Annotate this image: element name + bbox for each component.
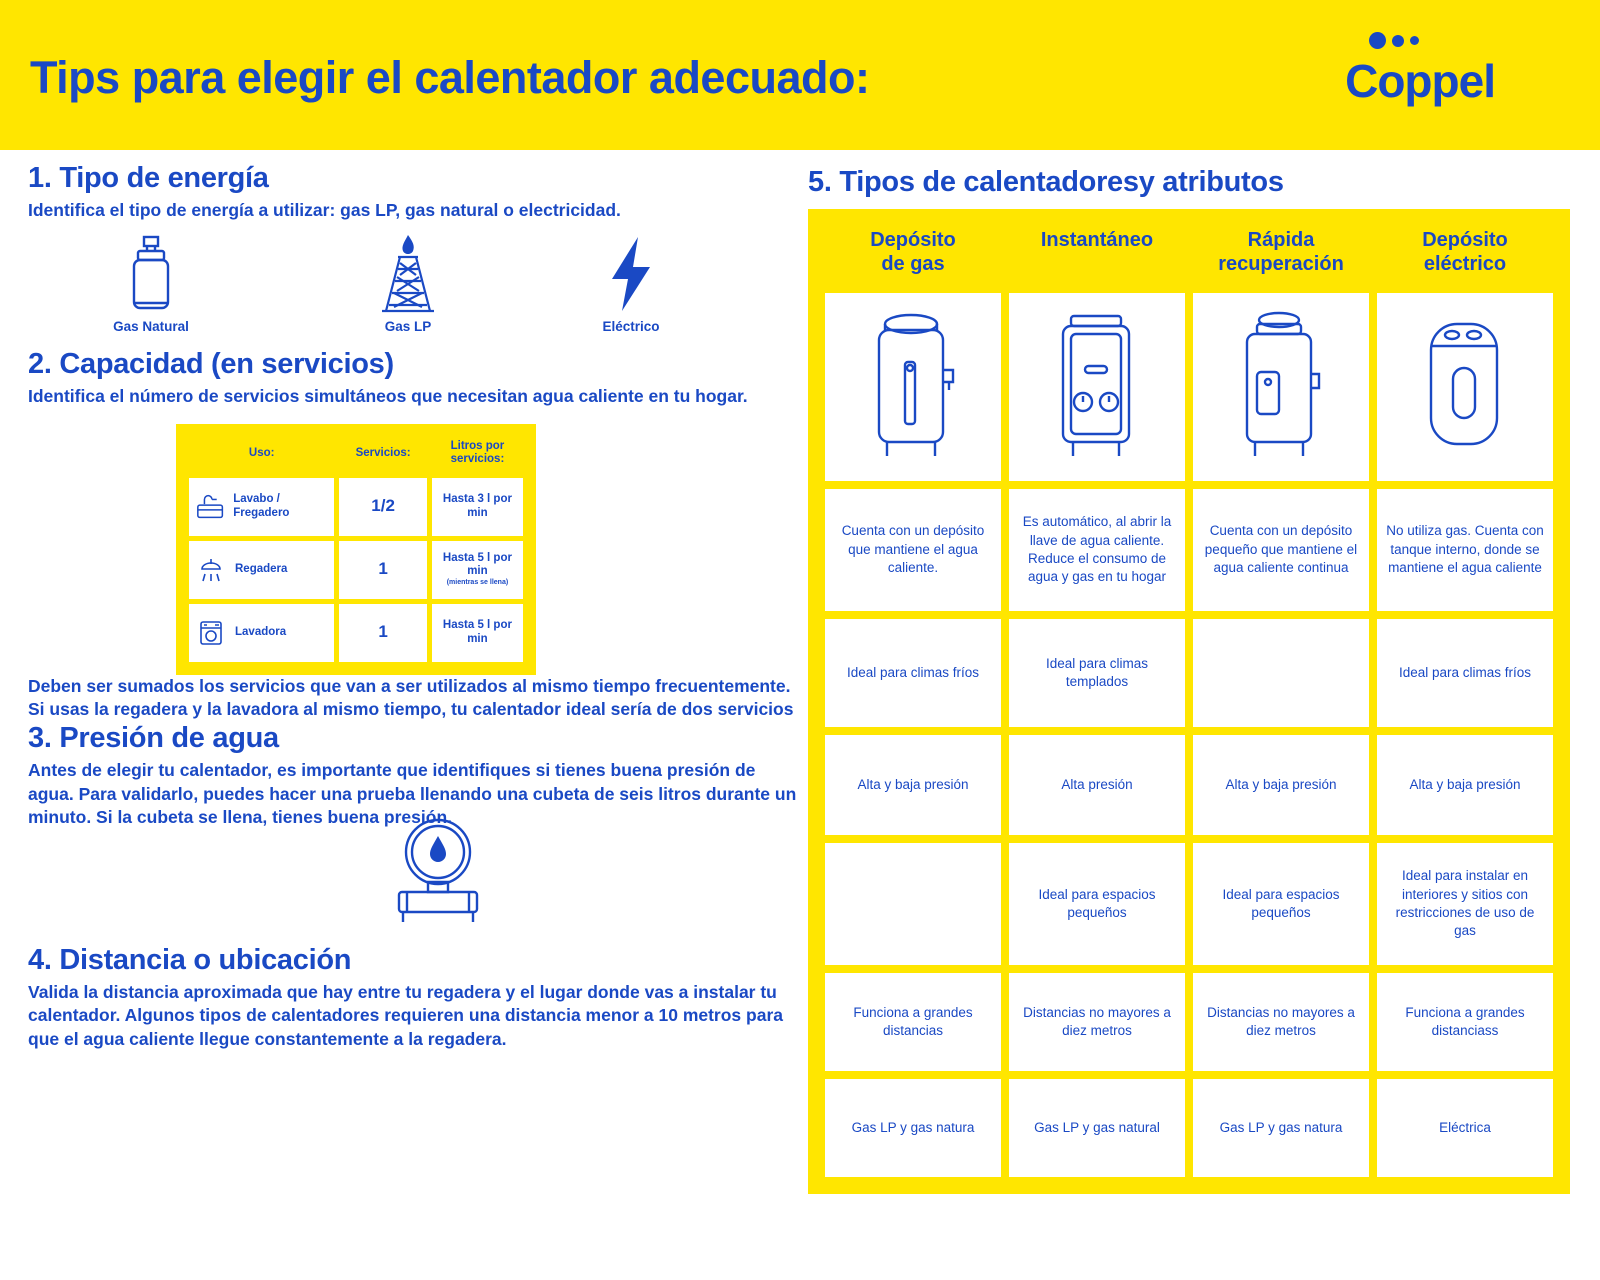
matrix-row-clima — [825, 619, 1553, 727]
matrix-col-header-rapida-recuperacion — [1193, 226, 1369, 285]
table-row — [189, 604, 523, 662]
heater-types-table — [817, 218, 1561, 1185]
matrix-cell: Cuenta con un depósito pequeño que mantiene el agua caliente continua — [1193, 489, 1369, 611]
matrix-cell: Ideal para climas fríos — [825, 619, 1001, 727]
capacity-cell-use — [189, 541, 334, 599]
capacity-cell-liters — [432, 541, 523, 599]
section-1-title: 1. Tipo de energía — [28, 162, 269, 194]
capacity-header-servicios: Servicios: — [339, 437, 427, 472]
matrix-cell: Gas LP y gas natura — [1193, 1079, 1369, 1177]
capacity-table — [184, 432, 528, 666]
matrix-cell: No utiliza gas. Cuenta con tanque interno, donde se mantiene el agua caliente — [1377, 489, 1553, 611]
section-2-footnote: Deben ser sumados los servicios que van a ser utilizados al mismo tiempo frecuentemente. Si usas la regadera y la lavadora al mismo tiempo, tu calentador ideal sería de dos servicios — [28, 675, 794, 720]
gas-tank-icon — [120, 233, 182, 315]
section-3-body: Antes de elegir tu calentador, es importante que identifiques si tienes buena presión de agua. Para validarlo, puedes hacer una prueba llenando una cubeta de seis litros durante un minuto. Si la cubeta se llena, tienes buena presión. — [28, 759, 797, 828]
matrix-image-deposito-gas — [825, 293, 1001, 481]
matrix-col-header-deposito-electrico — [1377, 226, 1553, 285]
sink-icon — [195, 492, 225, 522]
matrix-row-espacios — [825, 843, 1553, 965]
matrix-col-title-line2: recuperación — [1218, 253, 1344, 276]
left-column — [28, 162, 798, 1052]
energy-type-label: Gas Natural — [113, 318, 189, 334]
matrix-cell: Distancias no mayores a diez metros — [1193, 973, 1369, 1071]
matrix-cell: Alta y baja presión — [1377, 735, 1553, 835]
fast-recovery-heater-icon — [1221, 302, 1341, 472]
capacity-use-label: Lavadora — [235, 625, 287, 638]
section-3-title: 3. Presión de agua — [28, 721, 279, 754]
energy-types-row — [28, 233, 798, 348]
matrix-cell: Ideal para climas fríos — [1377, 619, 1553, 727]
matrix-row-presion — [825, 735, 1553, 835]
energy-type-electrico — [546, 233, 716, 334]
matrix-col-title-line1: Depósito — [1422, 229, 1508, 251]
pressure-figure — [28, 824, 798, 944]
matrix-image-deposito-electrico — [1377, 293, 1553, 481]
matrix-cell: Alta y baja presión — [1193, 735, 1369, 835]
matrix-cell: Es automático, al abrir la llave de agua caliente. Reduce el consumo de agua y gas en tu hogar — [1009, 489, 1185, 611]
lightning-bolt-icon — [600, 233, 662, 315]
gas-tower-icon — [370, 233, 446, 315]
washer-icon — [195, 618, 227, 648]
energy-type-gas-lp — [323, 233, 493, 334]
capacity-cell-services: 1/2 — [339, 478, 427, 536]
header-bar — [0, 0, 1600, 150]
matrix-cell: Distancias no mayores a diez metros — [1009, 973, 1185, 1071]
table-row — [189, 541, 523, 599]
matrix-cell: Funciona a grandes distancias — [825, 973, 1001, 1071]
section-2-title: 2. Capacidad (en servicios) — [28, 347, 394, 380]
right-column — [808, 166, 1570, 1194]
instant-heater-icon — [1037, 302, 1157, 472]
capacity-table-header-row — [189, 437, 523, 472]
brand-dots-icon — [1369, 32, 1419, 49]
electric-deposit-heater-icon — [1405, 302, 1525, 472]
shower-icon — [195, 555, 227, 585]
section-5-title: 5. Tipos de calentadoresy atributos — [808, 166, 1284, 198]
matrix-col-header-deposito-gas — [825, 226, 1001, 285]
capacity-liters-text: Hasta 5 l por min — [442, 551, 512, 578]
capacity-use-label: Regadera — [235, 562, 288, 575]
gas-deposit-heater-icon — [853, 302, 973, 472]
matrix-row-energia — [825, 1079, 1553, 1177]
matrix-cell: Gas LP y gas natural — [1009, 1079, 1185, 1177]
capacity-cell-liters: Hasta 3 l por min — [432, 478, 523, 536]
matrix-cell: Alta presión — [1009, 735, 1185, 835]
table-row — [189, 478, 523, 536]
matrix-col-title-line1: Instantáneo — [1040, 229, 1154, 251]
section-4-title: 4. Distancia o ubicación — [28, 943, 352, 976]
capacity-liters-note: (mientras se llena) — [446, 579, 509, 587]
matrix-image-rapida-recuperacion — [1193, 293, 1369, 481]
capacity-cell-services: 1 — [339, 604, 427, 662]
matrix-cell — [1193, 619, 1369, 727]
matrix-images-row — [825, 293, 1553, 481]
energy-type-label: Gas LP — [384, 318, 432, 334]
capacity-header-litros: Litros por servicios: — [432, 437, 523, 472]
capacity-header-uso: Uso: — [189, 437, 334, 472]
brand-name: Coppel — [1345, 55, 1495, 107]
capacity-cell-use — [189, 478, 334, 536]
matrix-cell: Ideal para climas templados — [1009, 619, 1185, 727]
matrix-cell: Ideal para espacios pequeños — [1009, 843, 1185, 965]
matrix-col-title-line1: Rápida — [1247, 229, 1315, 251]
matrix-col-title-line2: de gas — [881, 253, 945, 276]
matrix-cell: Alta y baja presión — [825, 735, 1001, 835]
capacity-cell-use — [189, 604, 334, 662]
capacity-cell-services: 1 — [339, 541, 427, 599]
capacity-cell-liters: Hasta 5 l por min — [432, 604, 523, 662]
capacity-table-wrapper — [176, 424, 536, 674]
section-2-body: Identifica el número de servicios simultáneos que necesitan agua caliente en tu hogar. — [28, 385, 748, 406]
matrix-header-row — [825, 226, 1553, 285]
matrix-col-title-line1: Depósito — [870, 229, 956, 251]
heater-types-matrix — [808, 209, 1570, 1194]
matrix-row-distancias — [825, 973, 1553, 1071]
energy-type-label: Eléctrico — [602, 318, 660, 334]
matrix-cell: Funciona a grandes distanciass — [1377, 973, 1553, 1071]
matrix-cell — [825, 843, 1001, 965]
section-4-body: Valida la distancia aproximada que hay entre tu regadera y el lugar donde vas a instalar tu calentador. Algunos tipos de calentadores requieren una distancia menor a 10 metros para que el agua caliente llegue constantemente a la regadera. — [28, 981, 783, 1050]
page-title: Tips para elegir el calentador adecuado: — [30, 52, 870, 103]
section-1-body: Identifica el tipo de energía a utilizar: gas LP, gas natural o electricidad. — [28, 200, 621, 220]
matrix-row-descripcion — [825, 489, 1553, 611]
energy-type-gas-natural — [66, 233, 236, 334]
matrix-col-title-line2: eléctrico — [1423, 253, 1507, 276]
matrix-cell: Gas LP y gas natura — [825, 1079, 1001, 1177]
matrix-cell: Ideal para instalar en interiores y sitios con restricciones de uso de gas — [1377, 843, 1553, 965]
matrix-col-header-instantaneo — [1009, 226, 1185, 285]
matrix-cell: Eléctrica — [1377, 1079, 1553, 1177]
matrix-cell: Ideal para espacios pequeños — [1193, 843, 1369, 965]
matrix-image-instantaneo — [1009, 293, 1185, 481]
pressure-gauge-icon — [383, 806, 493, 931]
matrix-cell: Cuenta con un depósito que mantiene el agua caliente. — [825, 489, 1001, 611]
capacity-use-label: Lavabo / Fregadero — [233, 492, 290, 519]
